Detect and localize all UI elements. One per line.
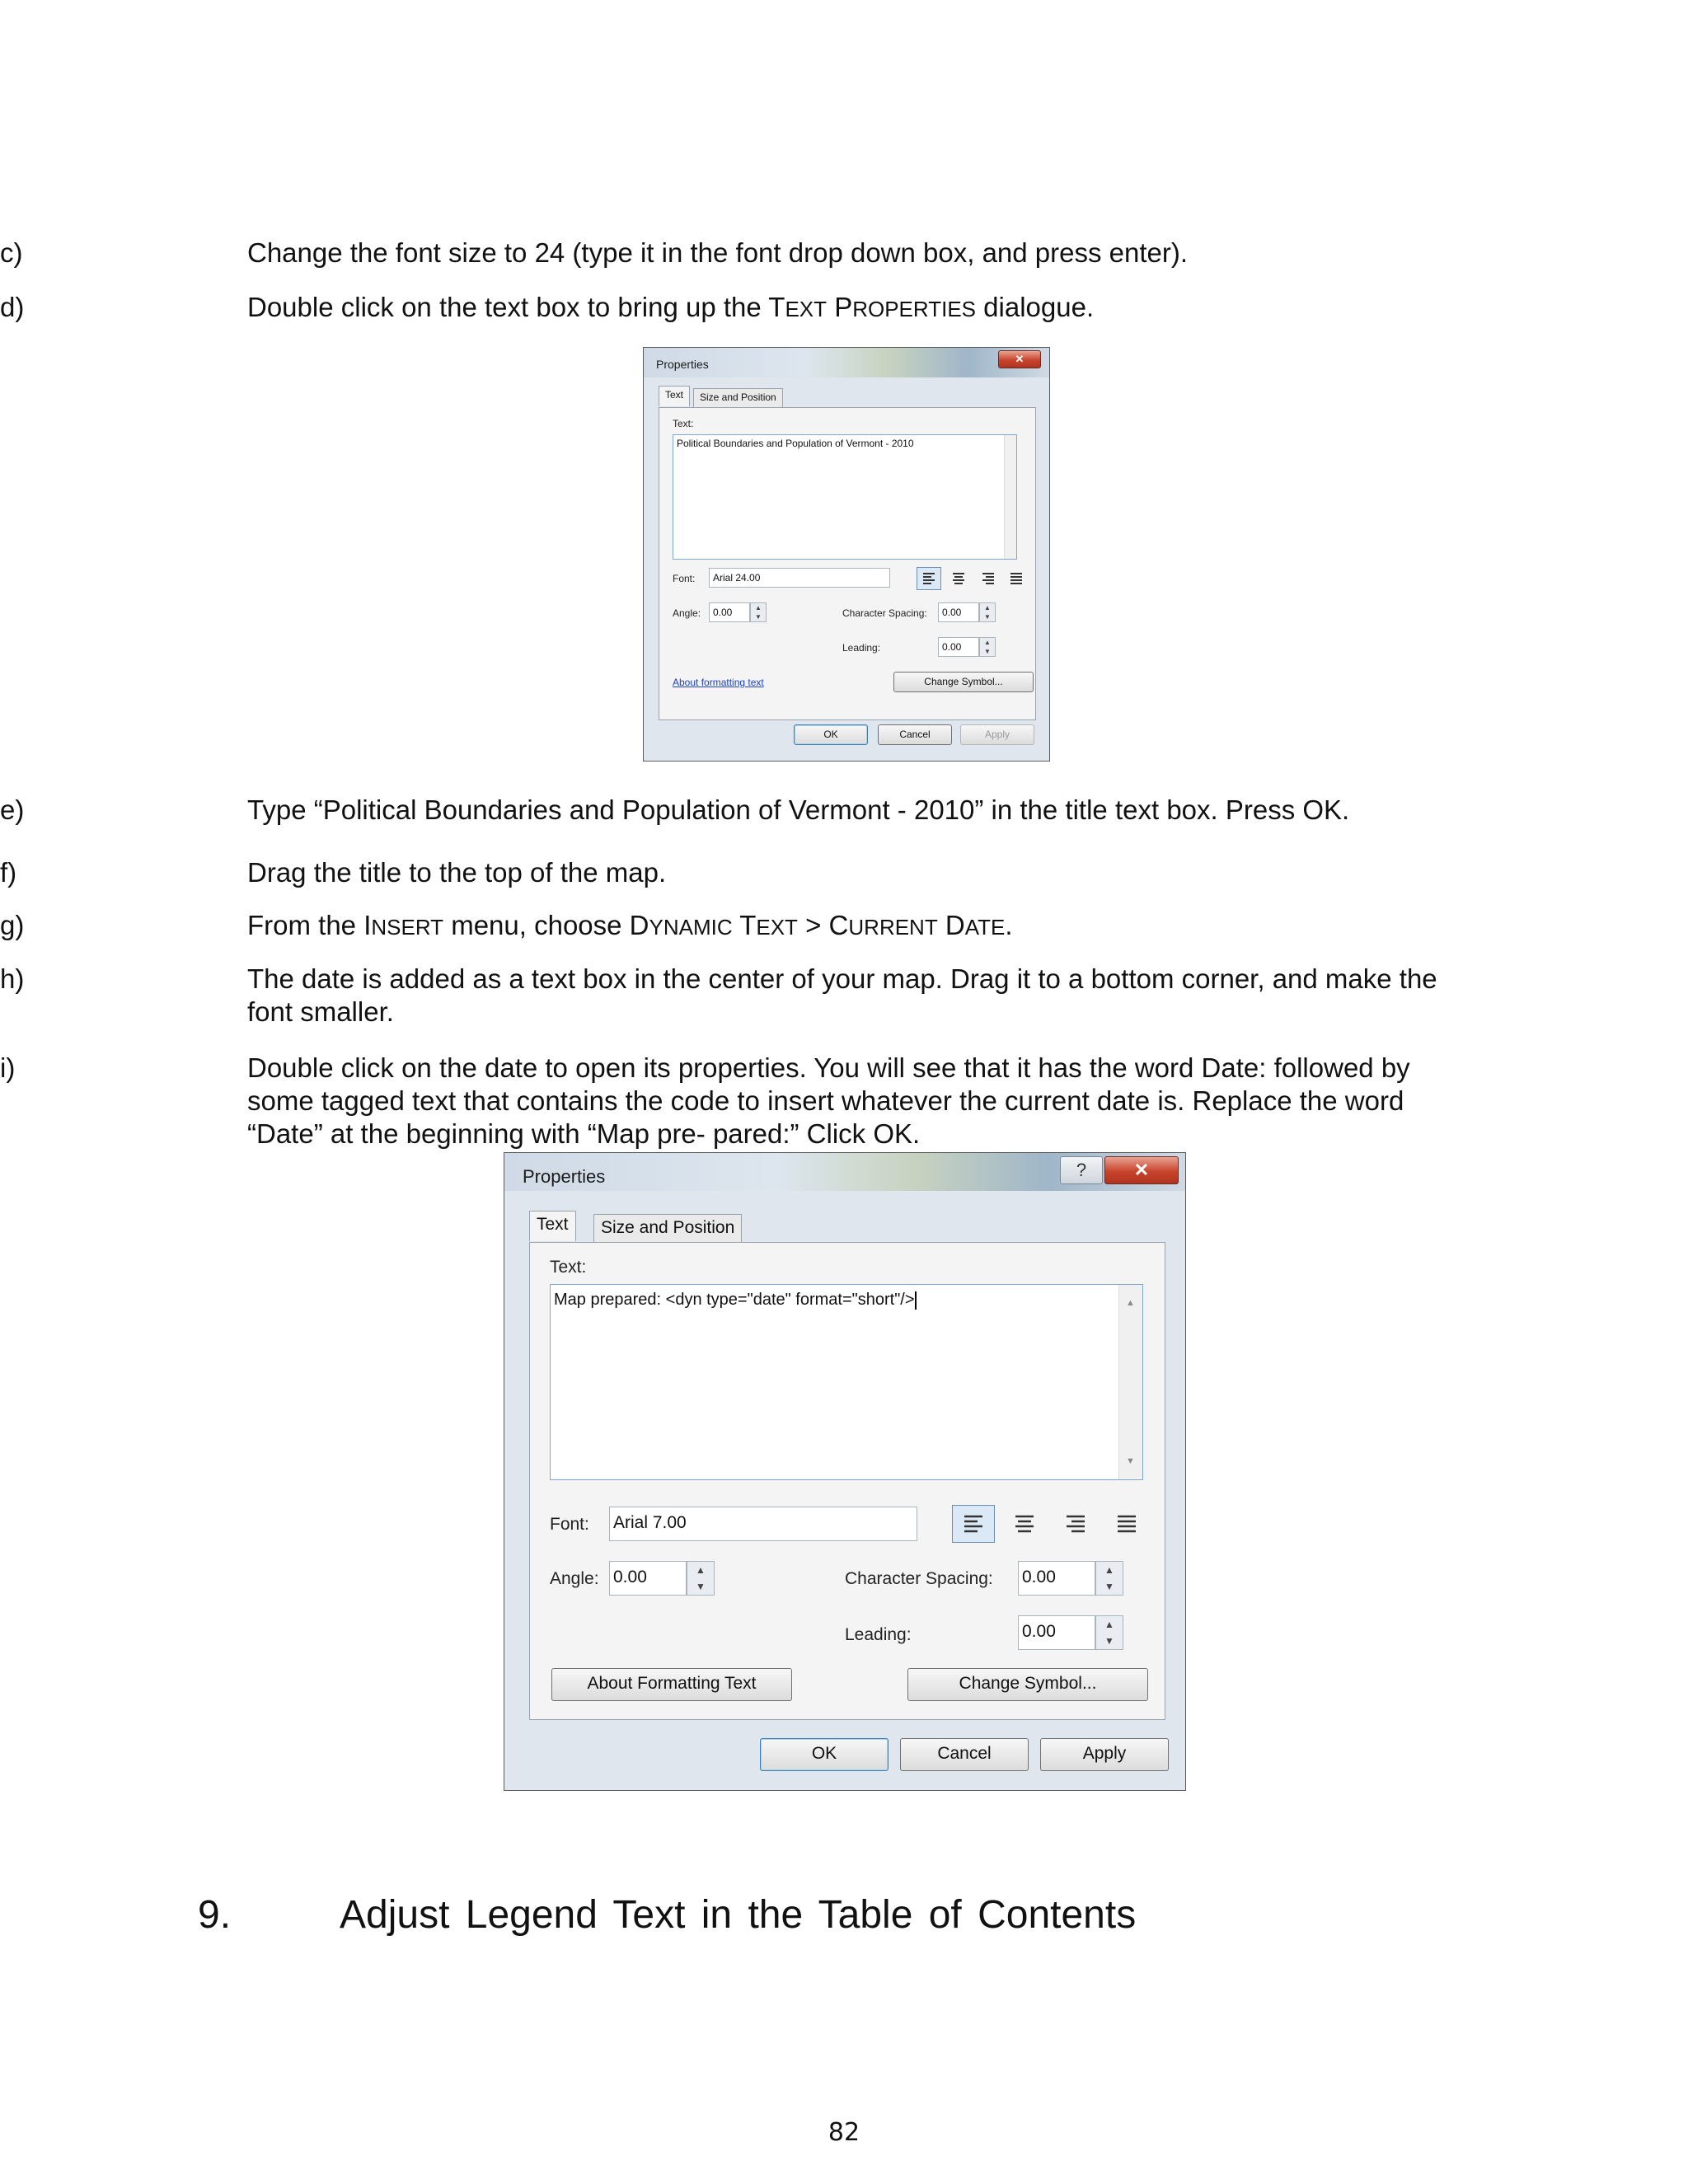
spin-up-icon: ▲: [755, 604, 762, 612]
tab-size-and-position[interactable]: Size and Position: [693, 388, 783, 409]
font-label: Font:: [550, 1515, 589, 1534]
step-label: g): [0, 910, 25, 940]
angle-spinner[interactable]: [687, 1561, 715, 1596]
step-text-part: .: [1005, 910, 1013, 940]
character-spacing-label: Character Spacing:: [845, 1569, 993, 1588]
step-g: [0, 909, 1484, 944]
spin-up-icon: ▲: [696, 1564, 706, 1576]
step-h: [0, 963, 1484, 1029]
small-caps-part: NSERT: [371, 915, 444, 940]
page-number: 82: [828, 2118, 860, 2147]
scrollbar[interactable]: [1004, 435, 1016, 559]
small-caps-part: YNAMIC: [649, 915, 733, 940]
step-text-part: menu, choose D: [443, 910, 649, 940]
dialog-titlebar: [644, 348, 1049, 377]
step-label: d): [0, 292, 25, 322]
step-text-part: dialogue.: [976, 292, 1095, 322]
step-text: [247, 291, 1484, 326]
step-text: Change the font size to 24 (type it in the font drop down box, and press enter).: [247, 237, 1189, 268]
align-right-icon: [977, 568, 1000, 589]
help-icon: ?: [1076, 1160, 1087, 1180]
spin-down-icon: ▼: [1104, 1581, 1114, 1592]
character-spacing-spinner[interactable]: [1095, 1561, 1123, 1596]
step-label: f): [0, 857, 17, 888]
character-spacing-spinner[interactable]: [979, 602, 996, 622]
leading-label: Leading:: [842, 642, 881, 654]
step-label: e): [0, 794, 25, 825]
cancel-button[interactable]: Cancel: [900, 1738, 1029, 1771]
step-text: Drag the title to the top of the map.: [247, 857, 667, 888]
ok-button[interactable]: OK: [760, 1738, 889, 1771]
spin-down-icon: ▼: [984, 648, 991, 655]
align-left-icon: [917, 568, 940, 589]
step-text-part: P: [827, 292, 853, 322]
help-button[interactable]: [1060, 1156, 1103, 1184]
character-spacing-field[interactable]: 0.00: [938, 602, 979, 622]
text-input[interactable]: [550, 1284, 1143, 1480]
align-center-icon: [947, 568, 970, 589]
step-label: h): [0, 963, 25, 994]
leading-spinner[interactable]: [1095, 1615, 1123, 1650]
tab-text[interactable]: Text: [659, 386, 690, 406]
dialog-title: Properties: [523, 1166, 606, 1187]
spin-down-icon: ▼: [1104, 1635, 1114, 1647]
step-c: [0, 237, 1484, 269]
align-justify-icon: [1005, 568, 1028, 589]
angle-spinner[interactable]: [750, 602, 767, 622]
align-center-button[interactable]: [946, 567, 971, 590]
align-center-button[interactable]: [1003, 1505, 1046, 1543]
align-justify-icon: [1106, 1506, 1147, 1542]
step-d: [0, 291, 1484, 326]
spin-down-icon: ▼: [984, 613, 991, 621]
text-label: Text:: [673, 418, 694, 429]
scroll-down-icon: ▼: [1126, 1456, 1135, 1466]
apply-button[interactable]: Apply: [1040, 1738, 1169, 1771]
ok-button[interactable]: OK: [794, 724, 868, 745]
font-field[interactable]: Arial 24.00: [709, 568, 890, 588]
step-text-part: T: [732, 910, 757, 940]
align-right-icon: [1055, 1506, 1096, 1542]
character-spacing-label: Character Spacing:: [842, 607, 927, 619]
dialog-titlebar: [504, 1153, 1185, 1191]
leading-label: Leading:: [845, 1625, 912, 1644]
spin-up-icon: ▲: [984, 639, 991, 646]
angle-field[interactable]: 0.00: [609, 1561, 687, 1596]
step-f: [0, 856, 1484, 889]
spin-up-icon: ▲: [984, 604, 991, 612]
change-symbol-button[interactable]: Change Symbol...: [893, 672, 1034, 692]
text-input[interactable]: [673, 434, 1017, 560]
align-right-button[interactable]: [1054, 1505, 1097, 1543]
about-formatting-text-link[interactable]: About formatting text: [673, 677, 764, 688]
small-caps-part: EXT: [785, 297, 828, 321]
step-label: i): [0, 1052, 16, 1083]
tab-size-and-position[interactable]: Size and Position: [593, 1214, 742, 1244]
small-caps-part: URRENT: [848, 915, 938, 940]
step-text: The date is added as a text box in the center of your map. Drag it to a bottom corner, and make the font smaller.: [247, 963, 1437, 1027]
font-field[interactable]: Arial 7.00: [609, 1507, 917, 1541]
align-justify-button[interactable]: [1105, 1505, 1148, 1543]
align-left-button[interactable]: [917, 567, 941, 590]
align-justify-button[interactable]: [1004, 567, 1029, 590]
leading-spinner[interactable]: [979, 637, 996, 657]
small-caps-part: ROPERTIES: [852, 297, 976, 321]
step-text-part: D: [937, 910, 965, 940]
tab-text[interactable]: Text: [529, 1211, 576, 1241]
font-label: Font:: [673, 573, 696, 584]
text-input-value: Political Boundaries and Population of Vermont - 2010: [677, 438, 914, 449]
align-center-icon: [1004, 1506, 1045, 1542]
properties-dialog-large: [504, 1152, 1186, 1791]
step-text-part: > C: [797, 910, 849, 940]
scrollbar[interactable]: [1118, 1285, 1142, 1479]
small-caps-part: EXT: [756, 915, 798, 940]
text-input-value: Map prepared: <dyn type="date" format="short"/>: [554, 1291, 915, 1309]
close-icon: ✕: [1015, 353, 1025, 365]
about-formatting-text-button[interactable]: About Formatting Text: [551, 1668, 792, 1701]
close-button[interactable]: [998, 350, 1041, 368]
step-text: [247, 909, 1484, 944]
step-i: [0, 1052, 1484, 1151]
step-label: c): [0, 237, 23, 268]
spin-up-icon: ▲: [1104, 1619, 1114, 1630]
cancel-button[interactable]: Cancel: [878, 724, 952, 745]
spin-down-icon: ▼: [755, 613, 762, 621]
angle-label: Angle:: [550, 1569, 599, 1588]
spin-down-icon: ▼: [696, 1581, 706, 1592]
scroll-up-icon: ▲: [1126, 1298, 1135, 1308]
change-symbol-button[interactable]: Change Symbol...: [907, 1668, 1148, 1701]
align-left-icon: [953, 1506, 994, 1542]
properties-dialog-small: [643, 347, 1050, 762]
spin-up-icon: ▲: [1104, 1564, 1114, 1576]
align-left-button[interactable]: [952, 1505, 995, 1543]
leading-field[interactable]: 0.00: [1018, 1615, 1095, 1650]
apply-button[interactable]: Apply: [960, 724, 1034, 745]
angle-field[interactable]: 0.00: [709, 602, 750, 622]
step-text-part: From the I: [247, 910, 372, 940]
leading-field[interactable]: 0.00: [938, 637, 979, 657]
close-button[interactable]: [1104, 1156, 1179, 1184]
step-text: Double click on the date to open its properties. You will see that it has the word Date: followed by some tagged text that contains the code to insert whatever the current date is. Replace the word “Date” at the beginning with “Map pre- pared:” Click OK.: [247, 1052, 1410, 1149]
tab-panel: [529, 1242, 1165, 1720]
align-right-button[interactable]: [976, 567, 1001, 590]
step-text: Type “Political Boundaries and Population of Vermont - 2010” in the title text box. Press OK.: [247, 794, 1350, 825]
character-spacing-field[interactable]: 0.00: [1018, 1561, 1095, 1596]
angle-label: Angle:: [673, 607, 701, 619]
text-cursor: [915, 1291, 917, 1310]
dialog-title: Properties: [656, 358, 709, 371]
step-e: [0, 794, 1484, 827]
small-caps-part: ATE: [964, 915, 1006, 940]
close-icon: ✕: [1133, 1160, 1150, 1180]
step-text-part: Double click on the text box to bring up the T: [247, 292, 785, 322]
section-number: 9.: [198, 1893, 232, 1937]
text-label: Text:: [550, 1258, 587, 1277]
section-title: Adjust Legend Text in the Table of Contents: [340, 1893, 1137, 1937]
tab-panel: [659, 407, 1036, 720]
